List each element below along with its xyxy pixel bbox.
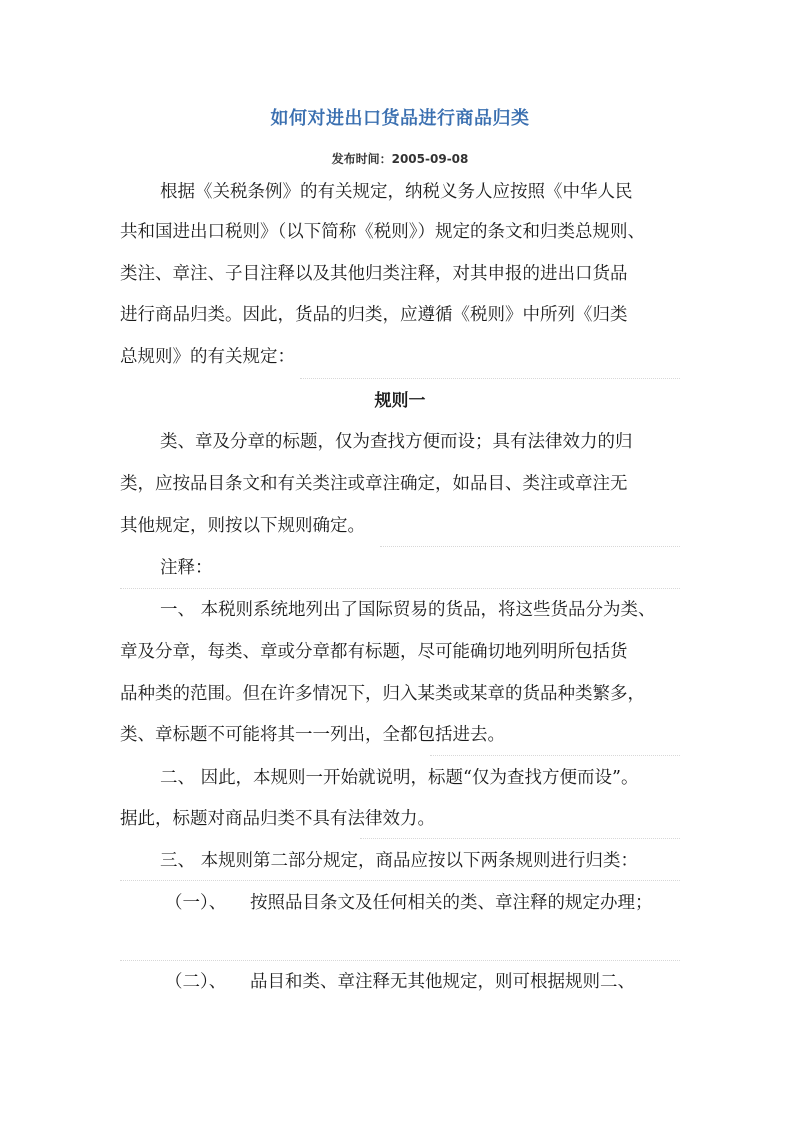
- document-title: 如何对进出口货品进行商品归类: [270, 108, 530, 129]
- list-item-text: 按照品目条文及任何相关的类、章注释的规定办理；: [250, 893, 653, 913]
- paragraph-line: 类、章标题不可能将其一一列出，全都包括进去。: [120, 725, 505, 745]
- paragraph-line: 章及分章，每类、章或分章都有标题，尽可能确切地列明所包括货: [120, 642, 628, 662]
- paragraph-line: 品种类的范围。但在许多情况下，归入某类或某章的货品种类繁多，: [120, 684, 645, 704]
- dotted-divider: [120, 588, 680, 589]
- rule-heading: 规则一: [374, 391, 426, 411]
- paragraph-line: 根据《关税条例》的有关规定，纳税义务人应按照《中华人民: [160, 182, 633, 202]
- paragraph-line: 据此，标题对商品归类不具有法律效力。: [120, 809, 435, 829]
- paragraph-line: 进行商品归类。因此，货品的归类，应遵循《税则》中所列《归类: [120, 305, 628, 325]
- dotted-divider: [380, 546, 680, 547]
- dotted-divider: [120, 880, 680, 881]
- list-item-marker: （二）、: [165, 972, 227, 992]
- paragraph-line: 总规则》的有关规定：: [120, 347, 295, 367]
- publish-date: 发布时间：2005-09-08: [331, 152, 469, 166]
- paragraph-line: 其他规定，则按以下规则确定。: [120, 516, 365, 536]
- list-item-text: 品目和类、章注释无其他规定，则可根据规则二、: [250, 972, 635, 992]
- paragraph-line: 类，应按品目条文和有关类注或章注确定，如品目、类注或章注无: [120, 474, 628, 494]
- paragraph-line: 三、 本规则第二部分规定，商品应按以下两条规则进行归类：: [160, 851, 639, 871]
- dotted-divider: [430, 755, 680, 756]
- paragraph-line: 类注、章注、子目注释以及其他归类注释，对其申报的进出口货品: [120, 264, 628, 284]
- paragraph-line: 二、 因此，本规则一开始就说明，标题“仅为查找方便而设”。: [160, 768, 639, 788]
- paragraph-line: 一、 本税则系统地列出了国际贸易的货品，将这些货品分为类、: [160, 600, 656, 620]
- dotted-divider: [360, 838, 680, 839]
- dotted-divider: [120, 960, 680, 961]
- list-item-marker: （一）、: [165, 893, 227, 913]
- dotted-divider: [300, 378, 680, 379]
- paragraph-line: 类、章及分章的标题，仅为查找方便而设；具有法律效力的归: [160, 432, 633, 452]
- notes-label: 注释：: [160, 558, 213, 578]
- paragraph-line: 共和国进出口税则》（以下简称《税则》）规定的条文和归类总规则、: [120, 222, 645, 242]
